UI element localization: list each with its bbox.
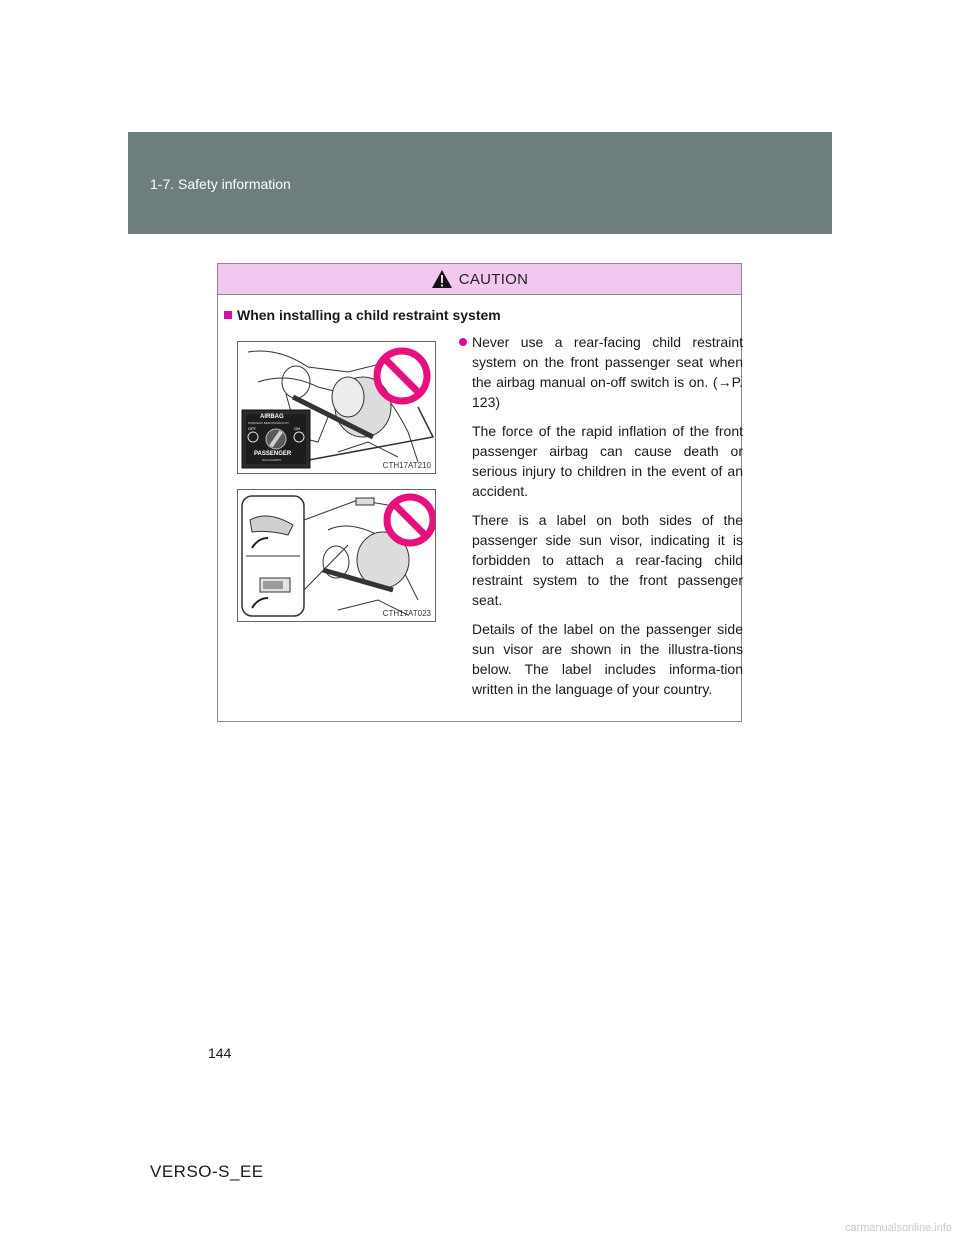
switch-label-on: ON	[294, 426, 300, 431]
watermark: carmanualsonline.info	[844, 1222, 952, 1234]
switch-label-top: AIRBAG	[260, 414, 284, 420]
warning-triangle-icon	[431, 269, 453, 289]
caution-text	[461, 332, 743, 708]
caution-box	[217, 263, 742, 722]
figure-airbag-switch	[237, 341, 436, 474]
paragraph: There is a label on both sides of the passenger side sun visor, indicating it is forbidden to attach a rear-facing child restraint system to the front passenger seat.	[472, 512, 743, 608]
switch-label-top-sub: ПОДУШКА БЕЗОПАСНОСТИ	[248, 421, 289, 425]
caution-label: CAUTION	[458, 270, 529, 288]
switch-label-bottom: PASSENGER	[254, 451, 292, 457]
bullet-text: Never use a rear-facing child restraint system on the front passenger seat when the airbag manual on-off switch is on. (→P. 123)	[472, 334, 743, 410]
caution-header	[218, 264, 741, 295]
switch-label-bottom-sub: ПАССАЖИРА	[262, 458, 282, 462]
figure-code: CTH17AT210	[382, 461, 431, 470]
section-heading-text: When installing a child restraint system	[237, 307, 501, 323]
page-number: 144	[208, 1045, 232, 1061]
figure-code: CTH17AT023	[382, 609, 431, 618]
paragraph: The force of the rapid inflation of the front passenger airbag can cause death or serious injury to children in the event of an accident.	[472, 423, 743, 499]
model-code: VERSO-S_EE	[150, 1162, 264, 1181]
figure-sun-visor-label	[237, 489, 436, 622]
illustration-sun-visor	[238, 490, 435, 621]
section-heading	[224, 307, 501, 323]
section-title: 1-7. Safety information	[150, 176, 291, 192]
switch-label-off: OFF	[248, 426, 256, 431]
header-band	[128, 132, 832, 234]
bullet-item	[461, 332, 743, 412]
paragraph: Details of the label on the passenger side sun visor are shown in the illustra-tions below. The label includes informa-tion written in the language of your country.	[472, 621, 743, 697]
square-bullet-icon	[224, 311, 232, 319]
round-bullet-icon	[459, 338, 467, 346]
